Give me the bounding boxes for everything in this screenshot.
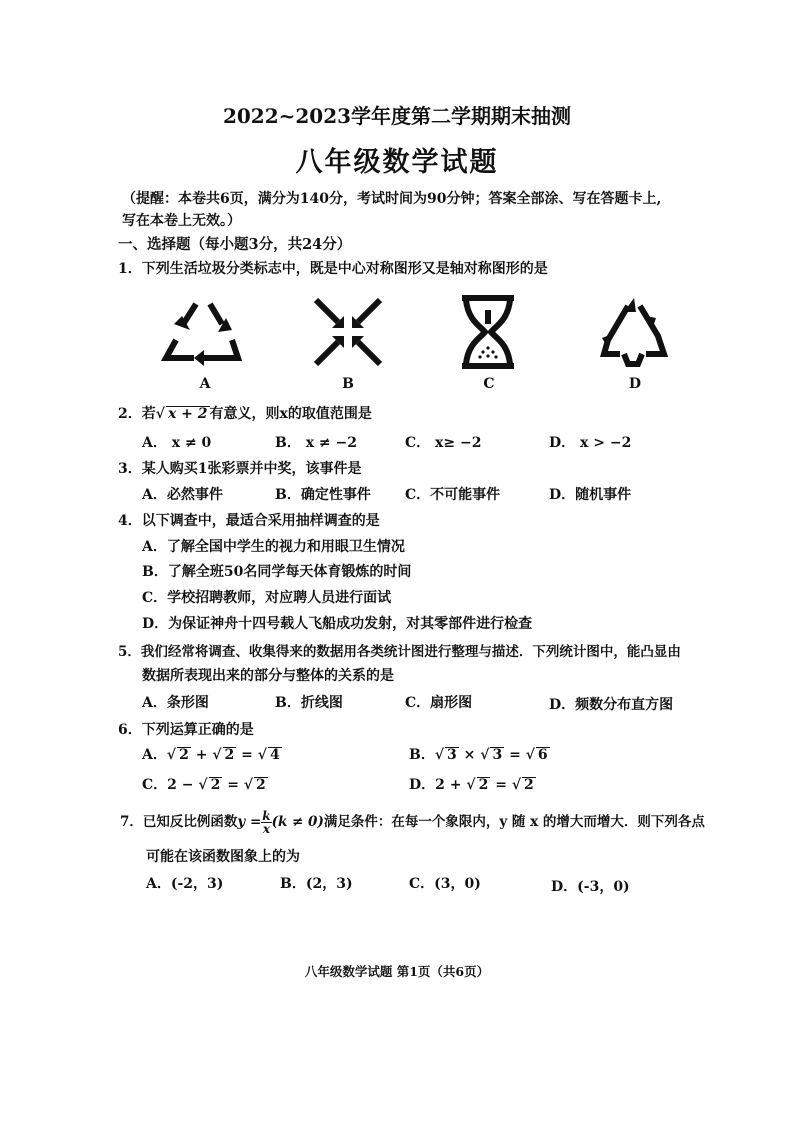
question-2-option-d: D． x > −2 (549, 435, 632, 451)
question-6-text: 6．下列运算正确的是 (118, 722, 254, 738)
question-7-option-a: A．(-2，3) (146, 876, 224, 892)
question-2-text: 2．若√ x + 2 有意义，则x的取值范围是 (118, 406, 372, 422)
question-3-option-a: A．必然事件 (142, 487, 223, 503)
recycle-triangle-broken-icon (598, 296, 670, 368)
question-2-option-b: B． x ≠ −2 (275, 435, 358, 451)
exam-note-line2: 写在本卷上无效。） (122, 213, 241, 229)
question-4-option-d: D．为保证神舟十四号载人飞船成功发射，对其零部件进行检查 (142, 616, 533, 632)
question-6-option-c: C．2 − √ 2 = √ 2 (142, 777, 266, 793)
question-2-option-c: C． x≥ −2 (405, 435, 482, 451)
question-5-option-c: C．扇形图 (405, 695, 473, 711)
section-title: 一、选择题（每小题3分，共24分） (118, 236, 352, 253)
question-4-option-a: A．了解全国中学生的视力和用眼卫生情况 (142, 539, 405, 555)
question-3-option-b: B．确定性事件 (275, 487, 371, 503)
exam-title-year: 2022~2023学年度第二学期期末抽测 (222, 104, 572, 128)
question-3-text: 3．某人购买1张彩票并中奖，该事件是 (118, 461, 362, 477)
page-footer: 八年级数学试题 第1页（共6页） (304, 964, 490, 979)
question-6-option-b: B．√ 3 × √ 3 = √ 6 (409, 747, 548, 763)
question-2-option-a: A． x ≠ 0 (142, 435, 212, 451)
question-2-radicand: x + 2 (167, 406, 208, 422)
question-1-label-c: C (483, 376, 495, 392)
question-1-text: 1．下列生活垃圾分类标志中，既是中心对称图形又是轴对称图形的是 (118, 261, 548, 277)
question-5-option-b: B．折线图 (275, 695, 343, 711)
recycle-triangle-icon (160, 296, 244, 368)
question-6-option-d: D．2 + √ 2 = √ 2 (409, 777, 534, 793)
question-6-option-a: A．√ 2 + √ 2 = √ 4 (142, 747, 280, 763)
question-3-option-c: C．不可能事件 (405, 487, 501, 503)
question-7-text-line2: 可能在该函数图象上的为 (146, 849, 300, 865)
question-4-text: 4．以下调查中，最适合采用抽样调查的是 (118, 513, 380, 529)
question-1-label-d: D (628, 376, 642, 392)
exam-title-subject: 八年级数学试题 (295, 147, 499, 178)
question-3-option-d: D．随机事件 (549, 487, 632, 503)
question-2-pre: 2．若 (118, 406, 156, 422)
question-5-option-a: A．条形图 (142, 695, 209, 711)
question-4-option-b: B．了解全班50名同学每天体育锻炼的时间 (142, 564, 412, 580)
question-7-fraction: $\frac{k}{x}$ (262, 809, 271, 836)
question-7-option-c: C．(3，0) (409, 876, 481, 892)
question-1-label-b: B (342, 376, 354, 392)
exam-note-line1: （提醒：本卷共6页，满分为140分，考试时间为90分钟；答案全部涂、写在答题卡上, (122, 191, 662, 207)
question-5-text-line2: 数据所表现出来的部分与整体的关系的是 (142, 668, 394, 684)
question-7-text-line1: 7．已知反比例函数y = $\frac{k}{x}$ (k ≠ 0)满足条件：在每一个象限内，y 随 x 的增大而增大．则下列各点 (120, 809, 705, 836)
question-7-option-b: B．(2，3) (280, 876, 353, 892)
question-5-option-d: D．频数分布直方图 (549, 697, 674, 713)
question-1-label-a: A (199, 376, 211, 392)
hourglass-icon (458, 294, 518, 370)
question-4-option-c: C．学校招聘教师，对应聘人员进行面试 (142, 590, 392, 606)
question-5-text-line1: 5．我们经常将调查、收集得来的数据用各类统计图进行整理与描述．下列统计图中，能凸显由 (118, 644, 681, 660)
question-2-post: 有意义，则x的取值范围是 (209, 406, 372, 422)
inward-arrows-x-icon (312, 296, 384, 368)
question-7-option-d: D．(-3，0) (551, 879, 630, 895)
